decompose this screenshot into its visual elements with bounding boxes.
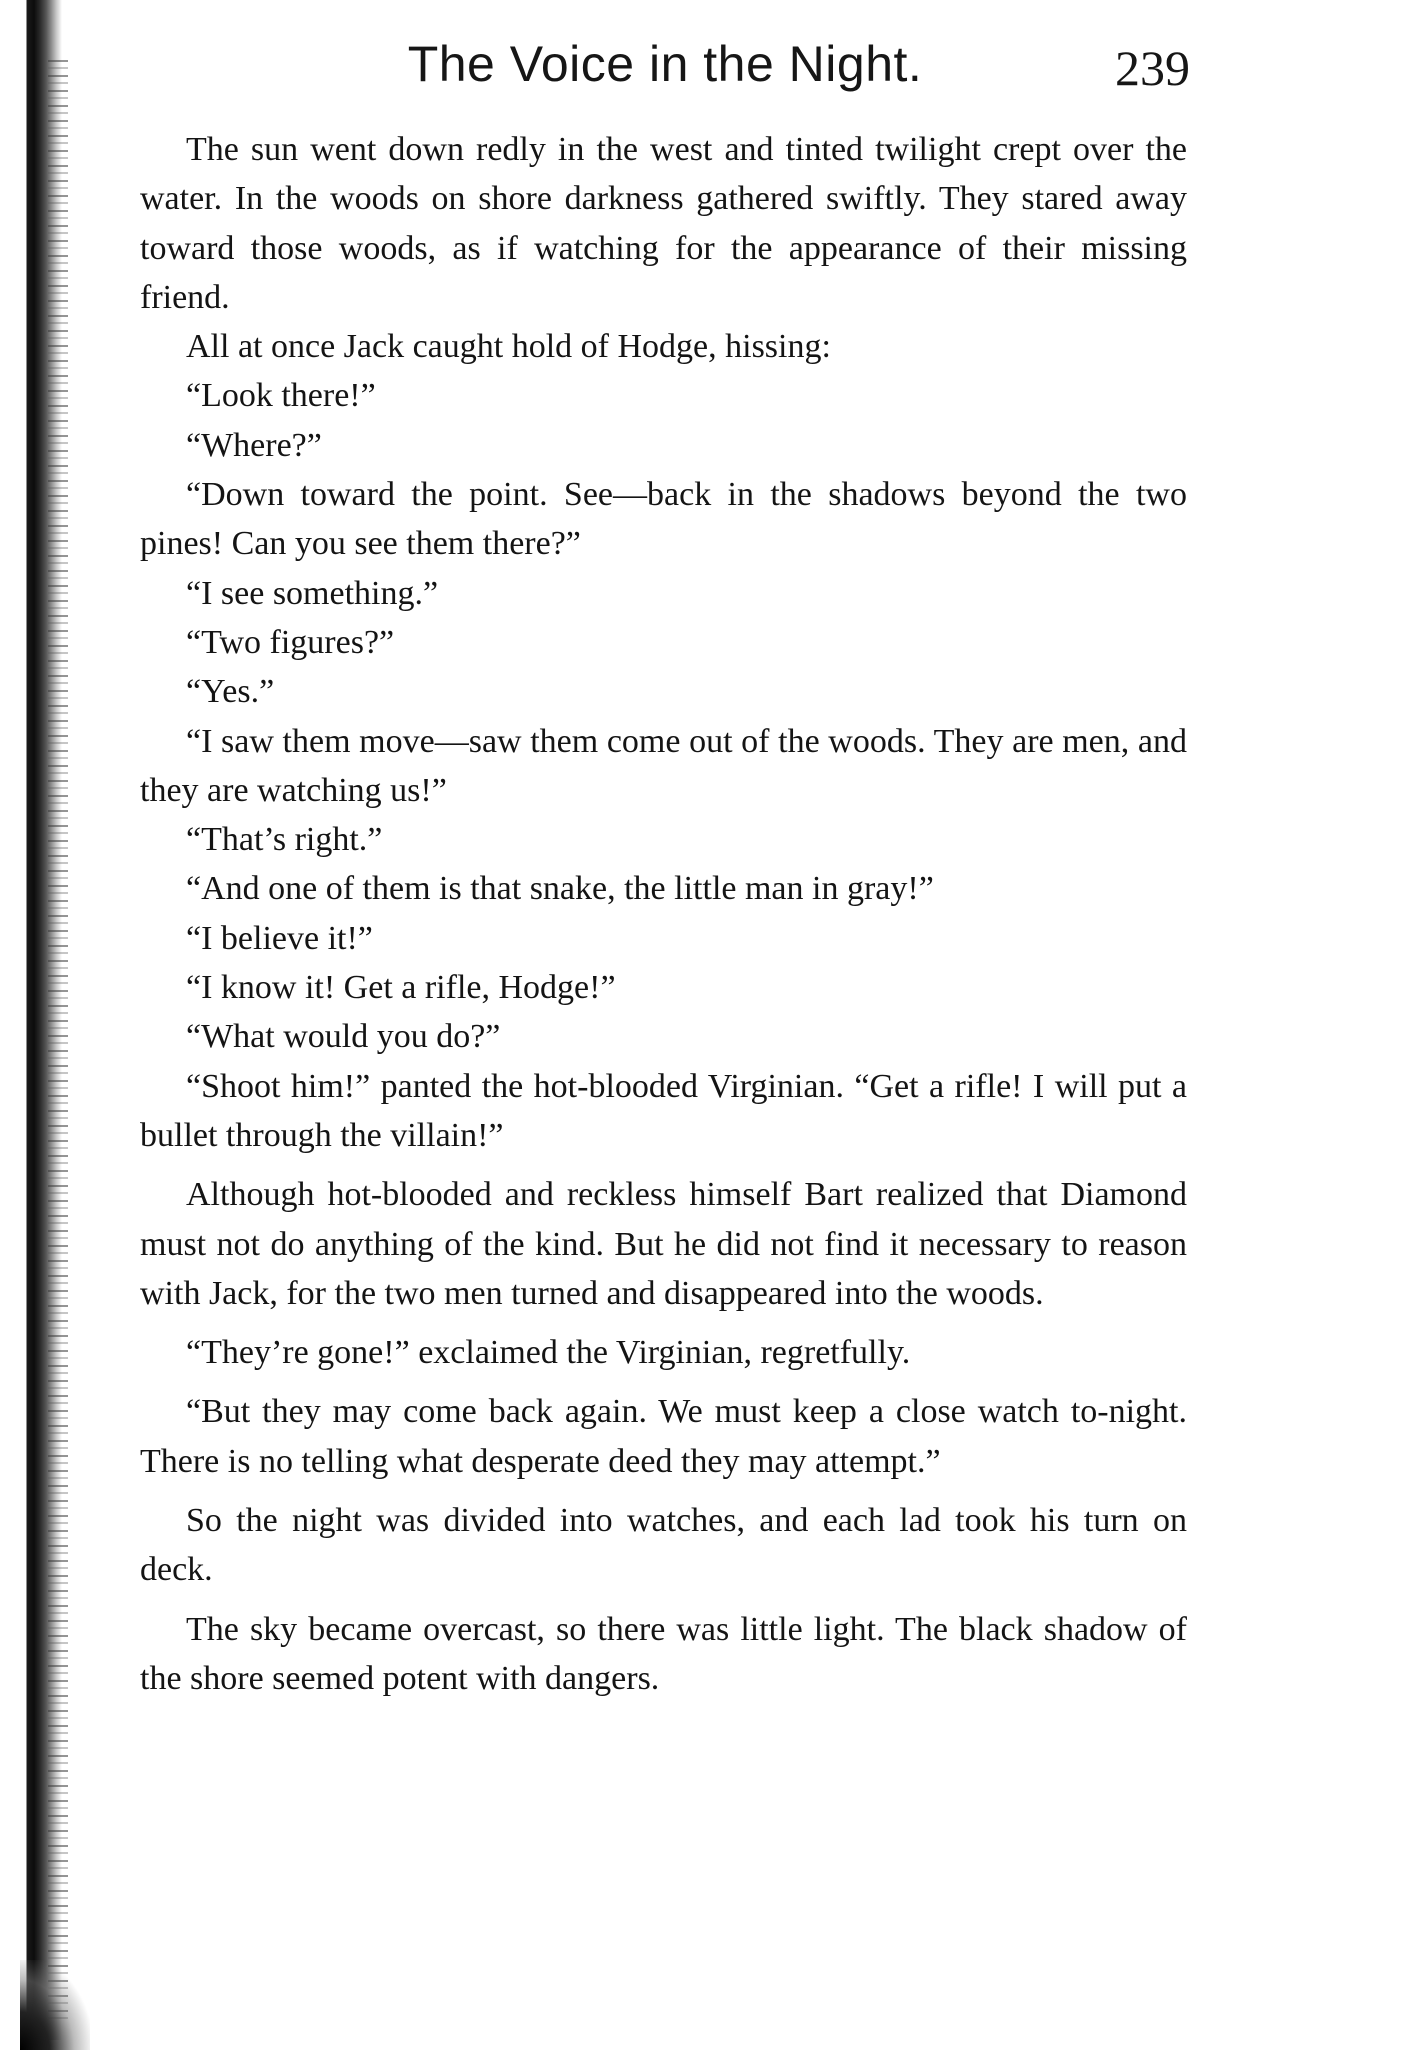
paragraph: “Where?”	[186, 426, 322, 464]
paragraph: “They’re gone!” exclaimed the Virginian, regretfully.	[186, 1334, 911, 1372]
paragraph: “And one of them is that snake, the little man in gray!”	[186, 870, 934, 908]
paragraph: So the night was divided into watches, and each lad took his turn on deck.	[140, 1502, 1187, 1589]
paragraph: “That’s right.”	[186, 821, 383, 859]
paragraph: All at once Jack caught hold of Hodge, hissing:	[186, 328, 831, 366]
paragraph: The sky became overcast, so there was little light. The black shadow of the shore seemed potent with dangers.	[140, 1610, 1187, 1697]
page-number: 239	[1115, 40, 1190, 96]
paragraph: “Shoot him!” panted the hot-blooded Virginian. “Get a rifle! I will put a bullet through the villain!”	[140, 1067, 1187, 1154]
body-text	[140, 125, 1187, 1703]
paragraph: The sun went down redly in the west and tinted twilight crept over the water. In the woods on shore darkness gathered swiftly. They stared away toward those woods, as if watching for the appearance of their missing friend.	[140, 131, 1187, 316]
paragraph: “Look there!”	[186, 377, 376, 415]
running-head: The Voice in the Night.	[407, 36, 923, 92]
page-header	[140, 34, 1190, 104]
paragraph: “I see something.”	[186, 574, 439, 612]
paragraph: “Yes.”	[186, 673, 275, 711]
paragraph: “Down toward the point. See—back in the shadows beyond the two pines! Can you see them there?”	[140, 476, 1187, 563]
paragraph: “Two figures?”	[186, 623, 395, 661]
paragraph: “I saw them move—saw them come out of the woods. They are men, and they are watching us!”	[140, 722, 1187, 809]
paragraph: “I know it! Get a rifle, Hodge!”	[186, 969, 616, 1007]
paragraph: “But they may come back again. We must keep a close watch to-night. There is no telling what desperate deed they may attempt.”	[140, 1393, 1187, 1480]
paragraph: “I believe it!”	[186, 919, 373, 957]
gutter-bottom-shadow	[20, 1960, 90, 2050]
paragraph: “What would you do?”	[186, 1018, 501, 1056]
paragraph: Although hot-blooded and reckless himself Bart realized that Diamond must not do anything of the kind. But he did not find it necessary to reason with Jack, for the two men turned and disappeared into the woods.	[140, 1176, 1187, 1312]
gutter-speckle	[48, 60, 68, 2020]
